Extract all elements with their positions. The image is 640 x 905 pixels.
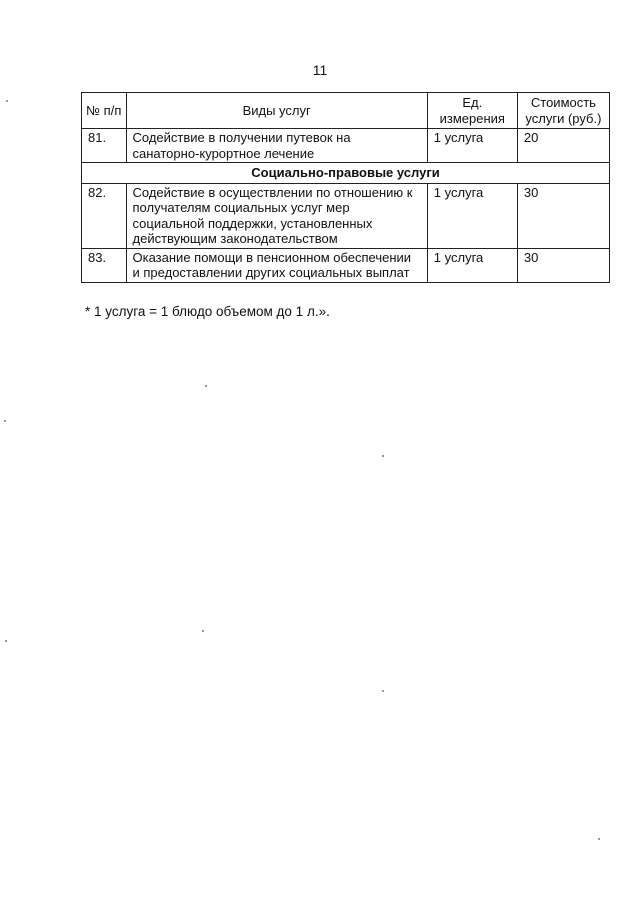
row-unit: 1 услуга bbox=[427, 248, 517, 282]
header-unit: Ед. измерения bbox=[427, 93, 517, 129]
services-table bbox=[81, 92, 610, 283]
header-number: № п/п bbox=[82, 93, 127, 129]
scan-speck bbox=[205, 385, 207, 387]
table-row bbox=[82, 183, 610, 248]
header-cost: Стоимость услуги (руб.) bbox=[517, 93, 609, 129]
row-cost: 20 bbox=[517, 129, 609, 163]
row-number: 82. bbox=[82, 183, 127, 248]
table-header-row bbox=[82, 93, 610, 129]
scan-speck bbox=[4, 420, 6, 422]
scan-speck bbox=[382, 455, 384, 457]
footnote: * 1 услуга = 1 блюдо объемом до 1 л.». bbox=[85, 304, 330, 319]
row-service-name: Оказание помощи в пенсионном обеспечении и предоставлении других социальных выплат bbox=[126, 248, 427, 282]
row-number: 83. bbox=[82, 248, 127, 282]
row-unit: 1 услуга bbox=[427, 129, 517, 163]
row-service-name: Содействие в получении путевок на санаторно-курортное лечение bbox=[126, 129, 427, 163]
table-row bbox=[82, 129, 610, 163]
header-service-type: Виды услуг bbox=[126, 93, 427, 129]
scan-speck bbox=[202, 630, 204, 632]
section-header-row bbox=[82, 163, 610, 184]
scan-speck bbox=[382, 690, 384, 692]
scan-speck bbox=[5, 640, 7, 642]
row-number: 81. bbox=[82, 129, 127, 163]
page-number: 11 bbox=[312, 62, 328, 78]
scan-speck bbox=[6, 100, 8, 102]
row-unit: 1 услуга bbox=[427, 183, 517, 248]
row-cost: 30 bbox=[517, 183, 609, 248]
row-cost: 30 bbox=[517, 248, 609, 282]
table-row bbox=[82, 248, 610, 282]
section-title: Социально-правовые услуги bbox=[82, 163, 610, 184]
row-service-name: Содействие в осуществлении по отношению к получателям социальных услуг мер социальной поддержки, установленных действующим законодательством bbox=[126, 183, 427, 248]
scan-speck bbox=[598, 838, 600, 840]
